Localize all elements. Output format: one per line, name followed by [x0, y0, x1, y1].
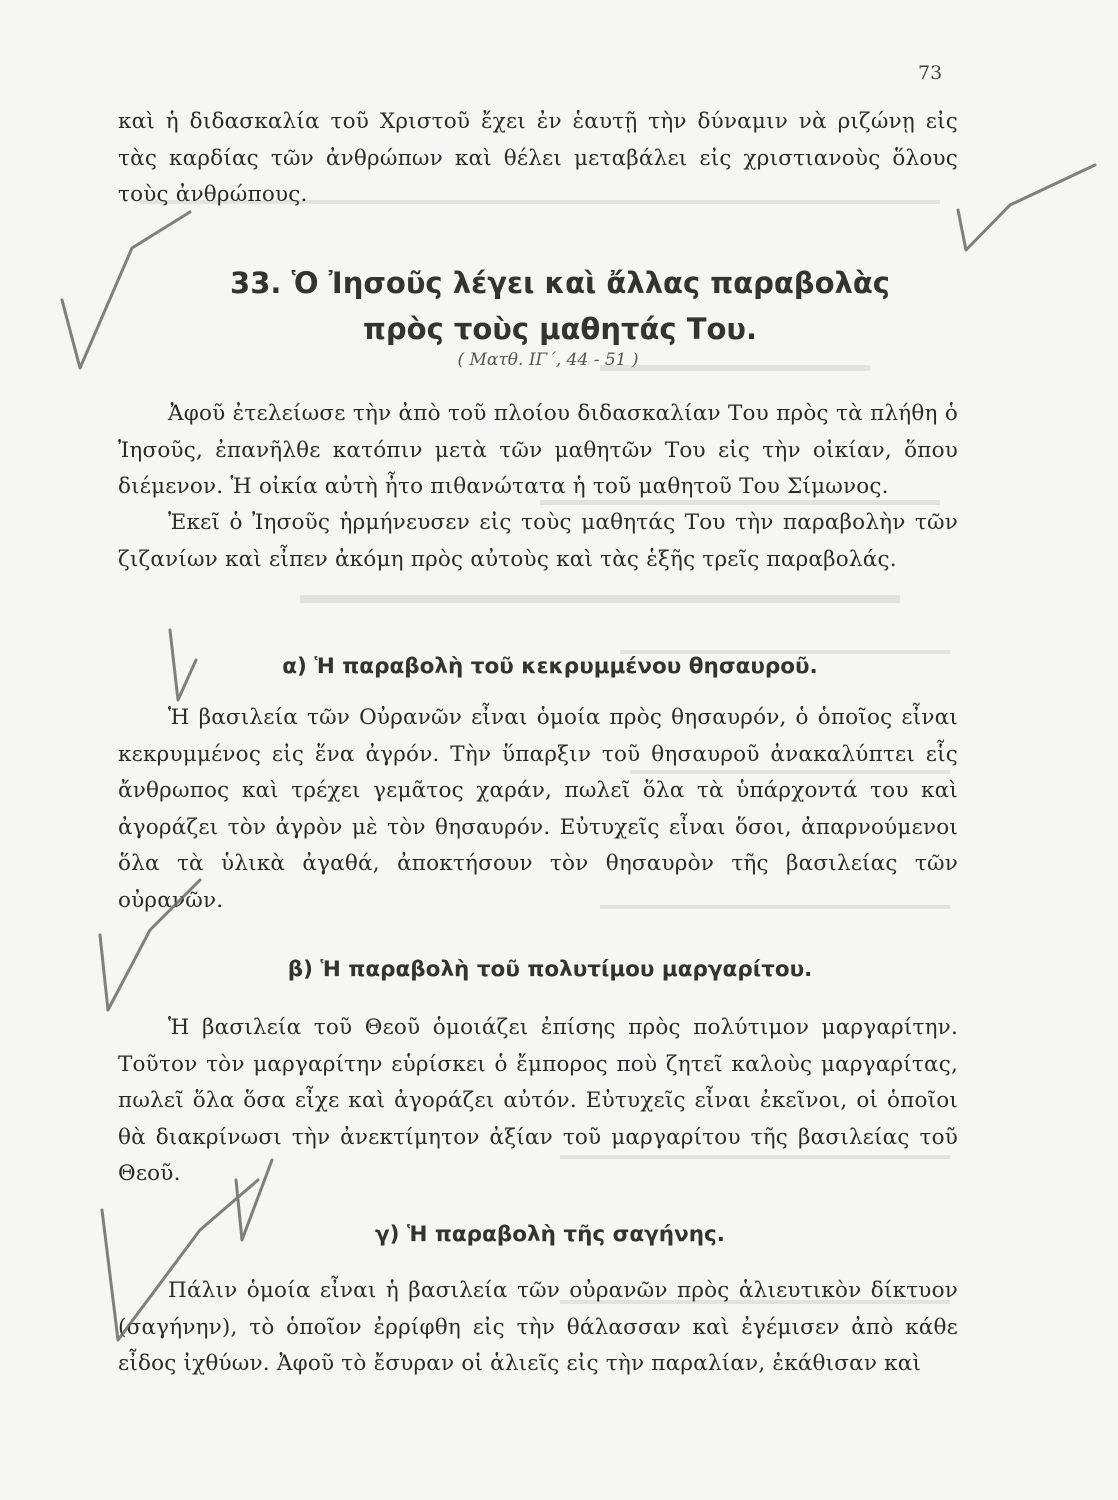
section-b-title: β) Ἡ παραβολὴ τοῦ πολυτίμου μαργαρίτου.: [287, 957, 813, 982]
chapter-title-line2: πρὸς τοὺς μαθητάς Του.: [362, 312, 758, 346]
chapter-reference: ( Ματθ. ΙΓ΄, 44 - 51 ): [457, 350, 639, 370]
chapter-title: [150, 262, 970, 350]
section-b-text: Ἡ βασιλεία τοῦ Θεοῦ ὁμοιάζει ἐπίσης πρὸς πολύτιμον μαργαρίτην. Τοῦτον τὸν μαργαρίτην εὑρίσκει ὁ ἔμπορος ποὺ ζητεῖ καλοὺς μαργαρίτας, πωλεῖ ὅλα ὅσα εἶχε καὶ ἀγοράζει αὐτόν. Εὐτυχεῖς εἶναι ἐκεῖνοι, οἱ ὁποῖοι θὰ διακρίνωσι τὴν ἀνεκτίμητον ἀξίαν τοῦ μαργαρίτου τῆς βασιλείας τοῦ Θεοῦ.: [118, 1015, 958, 1186]
paragraph-intro: καὶ ἡ διδασκαλία τοῦ Χριστοῦ ἔχει ἐν ἑαυτῇ τὴν δύναμιν νὰ ριζώνῃ εἰς τὰς καρδίας τῶν ἀνθρώπων καὶ θέλει μεταβάλει εἰς χριστιανοὺς ὅλους τοὺς ἀνθρώπους.: [118, 109, 958, 207]
section-c-title: γ) Ἡ παραβολὴ τῆς σαγήνης.: [375, 1222, 725, 1247]
section-c-text: Πάλιν ὁμοία εἶναι ἡ βασιλεία τῶν οὐρανῶν πρὸς ἁλιευτικὸν δίκτυον (σαγήνην), τὸ ὁποῖον ἐρρίφθη εἰς τὴν θάλασσαν καὶ ἐγέμισεν ἀπὸ κάθε εἶδος ἰχθύων. Ἀφοῦ τὸ ἔσυραν οἱ ἁλιεῖς εἰς τὴν παραλίαν, ἐκάθισαν καὶ: [118, 1278, 958, 1376]
page-number: 73: [918, 62, 943, 84]
check-mark-icon: [958, 165, 1095, 250]
section-a-text: Ἡ βασιλεία τῶν Οὐρανῶν εἶναι ὁμοία πρὸς θησαυρόν, ὁ ὁποῖος εἶναι κεκρυμμένος εἰς ἕνα ἀγρόν. Τὴν ὕπαρξιν τοῦ θησαυροῦ ἀνακαλύπτει εἷς ἄνθρωπος καὶ τρέχει γεμᾶτος χαράν, πωλεῖ ὅλα τὰ ὑπάρχοντά του καὶ ἀγοράζει τὸν ἀγρὸν μὲ τὸν θησαυρόν. Εὐτυχεῖς εἶναι ὅσοι, ἀπαρνούμενοι ὅλα τὰ ὑλικὰ ἀγαθά, ἀποκτήσουν τὸν θησαυρὸν τῆς βασιλείας τῶν οὐρανῶν.: [118, 705, 958, 913]
paragraph-1: Ἀφοῦ ἐτελείωσε τὴν ἀπὸ τοῦ πλοίου διδασκαλίαν Του πρὸς τὰ πλήθη ὁ Ἰησοῦς, ἐπανῆλθε κατόπιν μετὰ τῶν μαθητῶν Του εἰς τὴν οἰκίαν, ὅπου διέμενον. Ἡ οἰκία αὐτὴ ἦτο πιθανώτατα ἡ τοῦ μαθητοῦ Του Σίμωνος.: [118, 401, 958, 499]
chapter-title-line1: 33. Ὁ Ἰησοῦς λέγει καὶ ἄλλας παραβολὰς: [230, 266, 890, 300]
paragraph-2: Ἐκεῖ ὁ Ἰησοῦς ἡρμήνευσεν εἰς τοὺς μαθητάς Του τὴν παραβολὴν τῶν ζιζανίων καὶ εἶπεν ἀκόμη πρὸς αὐτοὺς καὶ τὰς ἑξῆς τρεῖς παραβολάς.: [118, 510, 958, 572]
section-a-title: α) Ἡ παραβολὴ τοῦ κεκρυμμένου θησαυροῦ.: [282, 654, 818, 679]
